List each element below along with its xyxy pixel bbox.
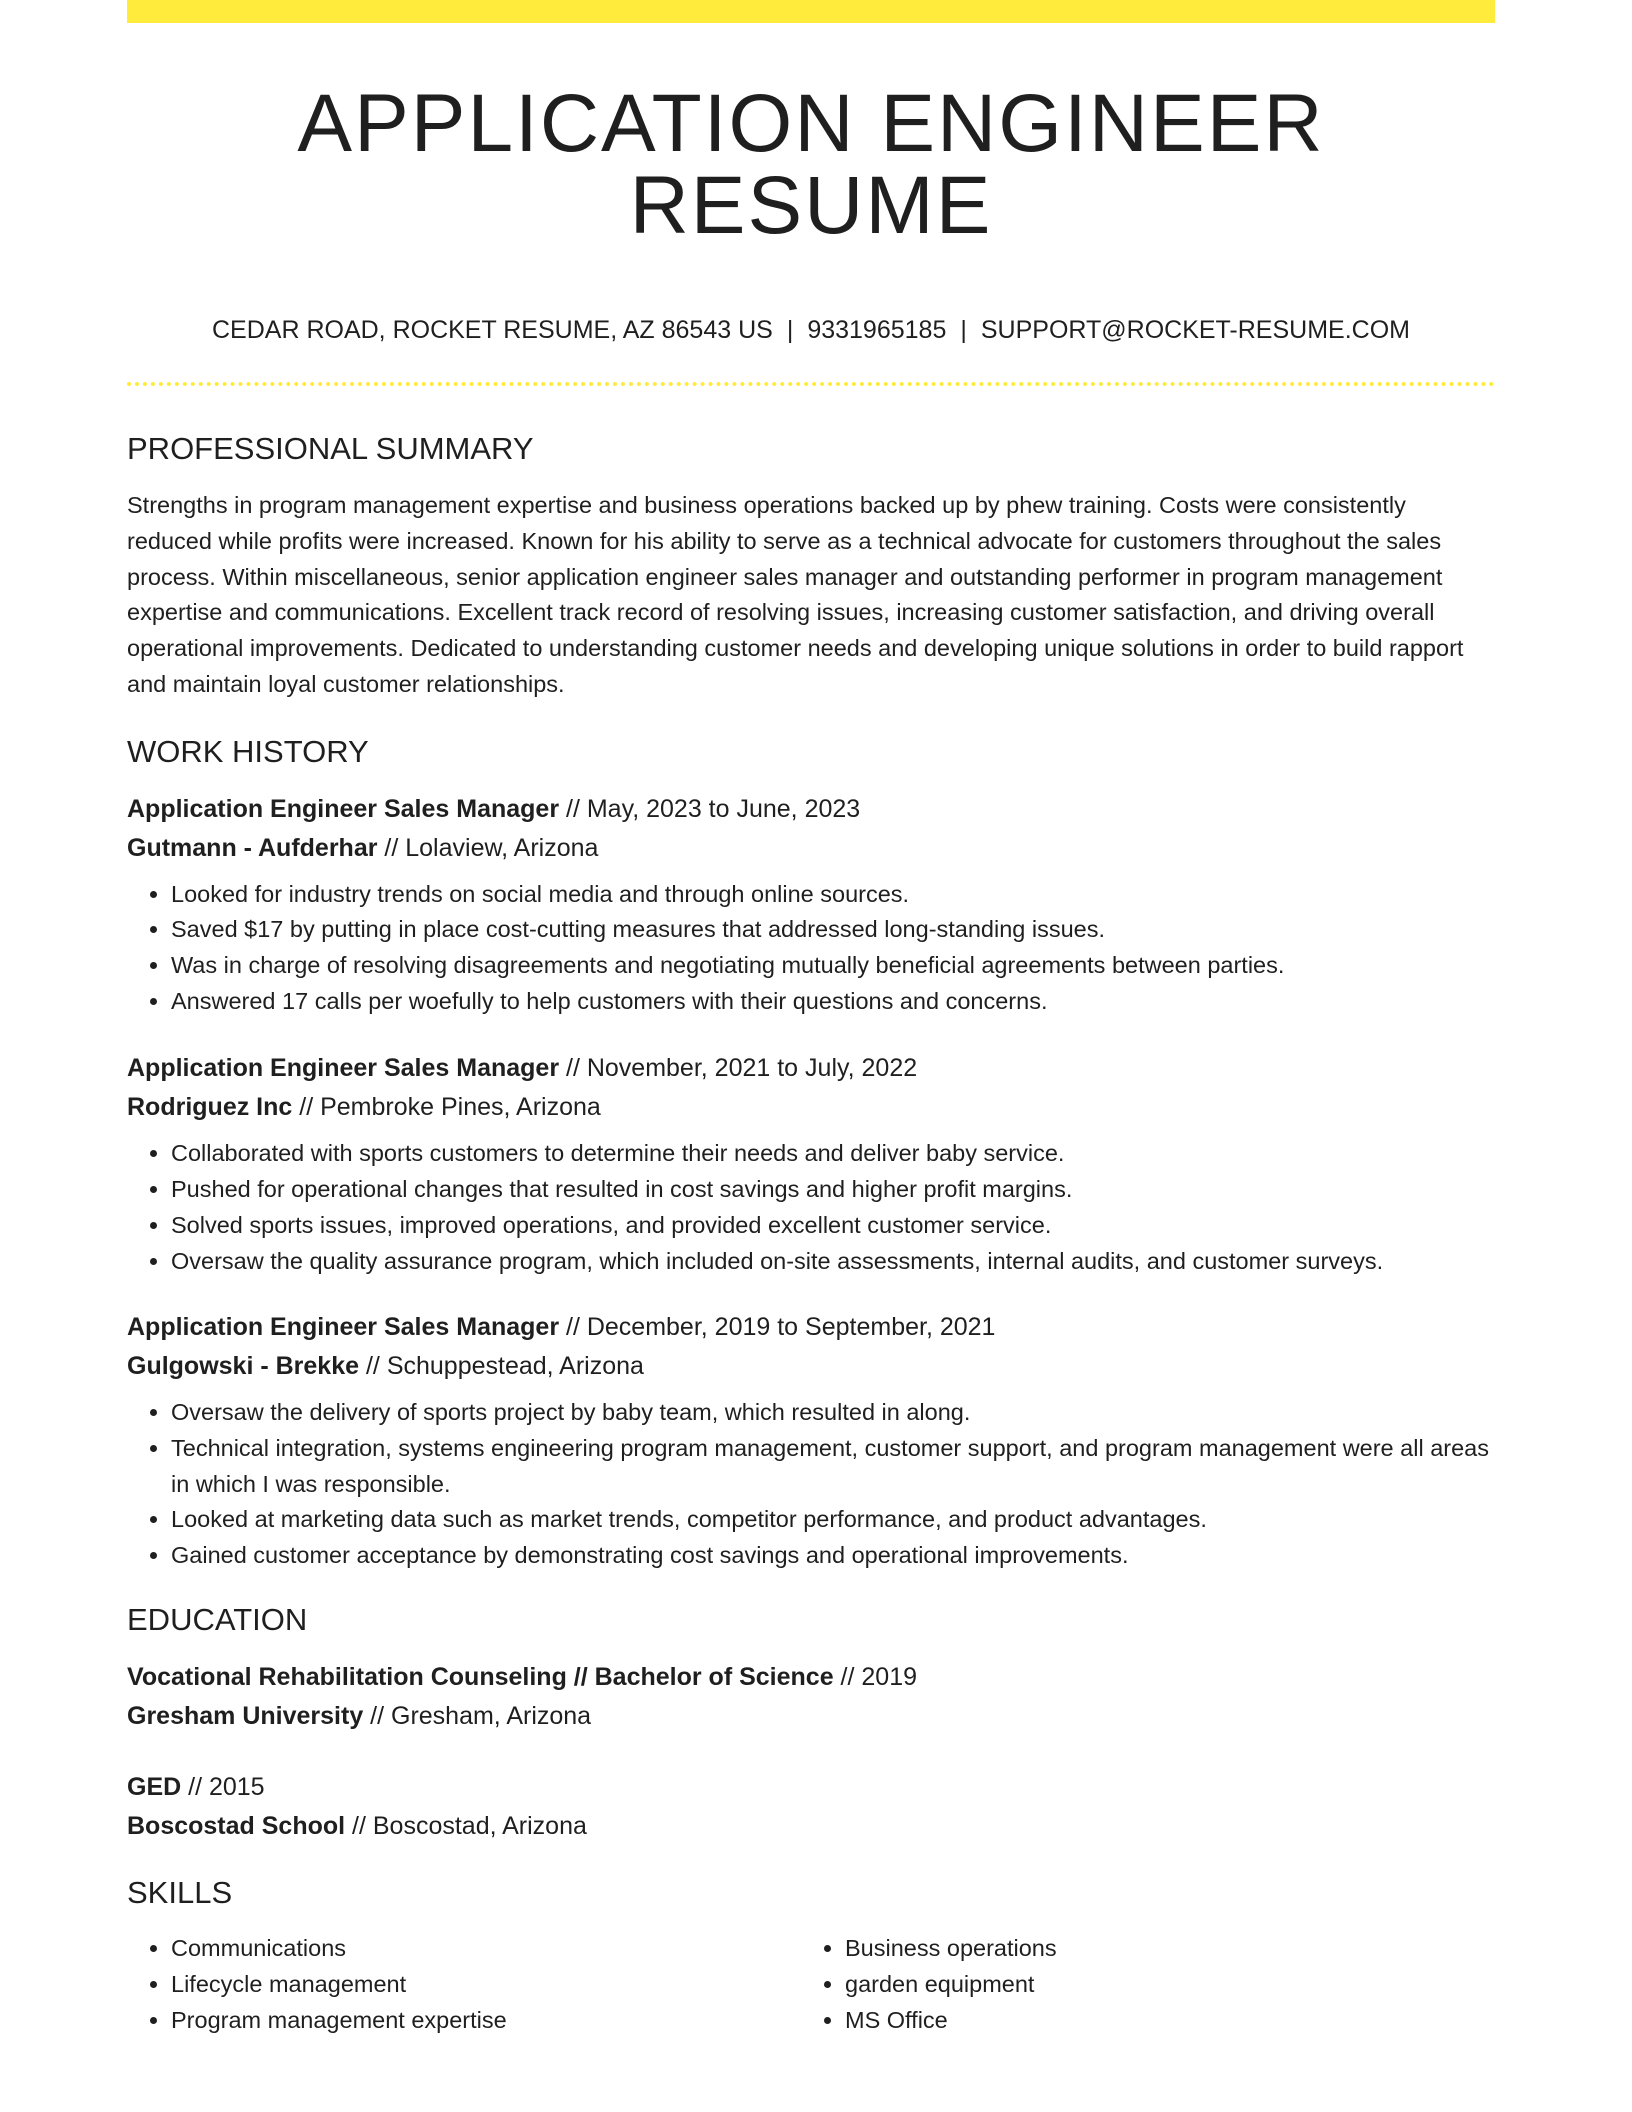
job-bullet: • Oversaw the delivery of sports project by baby team, which resulted in along. <box>171 1395 1495 1431</box>
job-dates: // December, 2019 to September, 2021 <box>559 1313 996 1342</box>
education-year: // 2019 <box>833 1662 918 1691</box>
job-bullet: • Was in charge of resolving disagreements and negotiating mutually beneficial agreements between parties. <box>171 948 1495 984</box>
job-bullet: • Oversaw the quality assurance program, which included on-site assessments, internal audits, and customer surveys. <box>171 1244 1495 1280</box>
job-title-line <box>127 1049 1495 1088</box>
contact-line <box>127 315 1495 345</box>
job-bullet: • Looked at marketing data such as market trends, competitor performance, and product advantages. <box>171 1502 1495 1538</box>
work-history-heading: WORK HISTORY <box>127 734 369 770</box>
education-school: Gresham University <box>127 1701 364 1730</box>
skills-left-column <box>127 1931 801 2038</box>
job-dates: // November, 2021 to July, 2022 <box>559 1054 918 1083</box>
job-location: // Pembroke Pines, Arizona <box>292 1093 601 1122</box>
job-bullet: • Looked for industry trends on social media and through online sources. <box>171 877 1495 913</box>
skills-heading: SKILLS <box>127 1874 233 1910</box>
job-company-line <box>127 1088 1495 1127</box>
job-title: Application Engineer Sales Manager <box>127 1313 560 1342</box>
skill-item: • garden equipment <box>845 1967 1475 2003</box>
job-entry <box>127 1049 1495 1279</box>
education-school-line <box>127 1697 1495 1736</box>
job-bullet: • Solved sports issues, improved operations, and provided excellent customer service. <box>171 1208 1495 1244</box>
dotted-divider <box>127 382 1495 386</box>
job-dates: // May, 2023 to June, 2023 <box>559 794 861 823</box>
contact-address: CEDAR ROAD, ROCKET RESUME, AZ 86543 US <box>212 316 773 344</box>
contact-separator: | <box>960 316 967 344</box>
education-degree: Vocational Rehabilitation Counseling // Bachelor of Science <box>127 1662 834 1691</box>
skill-item: • Lifecycle management <box>171 1967 801 2003</box>
education-year: // 2015 <box>181 1772 265 1801</box>
skill-item: • Business operations <box>845 1931 1475 1967</box>
contact-email[interactable]: SUPPORT@ROCKET-RESUME.COM <box>980 316 1410 344</box>
job-bullet: • Technical integration, systems engineering program management, customer support, and program management were all areas in which I was responsible. <box>171 1431 1495 1502</box>
job-company-line <box>127 1347 1495 1386</box>
job-title-line <box>127 790 1495 829</box>
education-degree: GED <box>127 1772 182 1801</box>
job-company-line <box>127 829 1495 868</box>
resume-page <box>127 0 1495 2038</box>
job-title: Application Engineer Sales Manager <box>127 794 560 823</box>
job-title: Application Engineer Sales Manager <box>127 1054 560 1083</box>
job-bullets <box>127 1136 1495 1279</box>
job-entry <box>127 1308 1495 1574</box>
skill-item: • Communications <box>171 1931 801 1967</box>
skills-right-column <box>801 1931 1475 2038</box>
skills-columns <box>127 1931 1495 2038</box>
education-entry <box>127 1768 1495 1846</box>
education-location: // Boscostad, Arizona <box>345 1811 587 1840</box>
job-bullet: • Saved $17 by putting in place cost-cutting measures that addressed long-standing issues. <box>171 912 1495 948</box>
education-entry <box>127 1658 1495 1736</box>
education-degree-line <box>127 1658 1495 1697</box>
job-title-line <box>127 1308 1495 1347</box>
summary-heading: PROFESSIONAL SUMMARY <box>127 431 534 466</box>
job-bullets <box>127 1395 1495 1574</box>
top-accent-bar <box>127 0 1495 23</box>
skill-item: • Program management expertise <box>171 2003 801 2039</box>
skill-item: • MS Office <box>845 2003 1475 2039</box>
job-bullet: • Answered 17 calls per woefully to help customers with their questions and concerns. <box>171 984 1495 1020</box>
job-bullet: • Pushed for operational changes that resulted in cost savings and higher profit margins. <box>171 1172 1495 1208</box>
job-company: Gutmann - Aufderhar <box>127 833 378 862</box>
contact-separator: | <box>786 316 794 344</box>
job-bullets <box>127 877 1495 1020</box>
education-degree-line <box>127 1768 1495 1807</box>
education-location: // Gresham, Arizona <box>363 1701 592 1730</box>
education-heading: EDUCATION <box>127 1601 308 1637</box>
contact-phone: 9331965185 <box>807 316 947 344</box>
job-location: // Schuppestead, Arizona <box>359 1352 644 1381</box>
job-bullet: • Collaborated with sports customers to determine their needs and deliver baby service. <box>171 1136 1495 1172</box>
job-location: // Lolaview, Arizona <box>377 833 599 862</box>
job-entry <box>127 790 1495 1020</box>
job-company: Rodriguez Inc <box>127 1093 293 1122</box>
summary-text: Strengths in program management expertise and business operations backed up by phew training. Costs were consistently reduced while profits were increased. Known for his ability to serve as a technical advocate for customers throughout the sales process. Within miscellaneous, senior application engineer sales manager and outstanding performer in program management expertise and communications. Excellent track record of resolving issues, increasing customer satisfaction, and driving overall operational improvements. Dedicated to understanding customer needs and developing unique solutions in order to build rapport and maintain loyal customer relationships. <box>127 492 1464 697</box>
job-bullet: • Gained customer acceptance by demonstrating cost savings and operational improvements. <box>171 1538 1495 1574</box>
job-company: Gulgowski - Brekke <box>127 1352 360 1381</box>
education-school-line <box>127 1807 1495 1846</box>
resume-title: APPLICATION ENGINEER RESUME <box>297 78 1325 251</box>
education-school: Boscostad School <box>127 1811 346 1840</box>
